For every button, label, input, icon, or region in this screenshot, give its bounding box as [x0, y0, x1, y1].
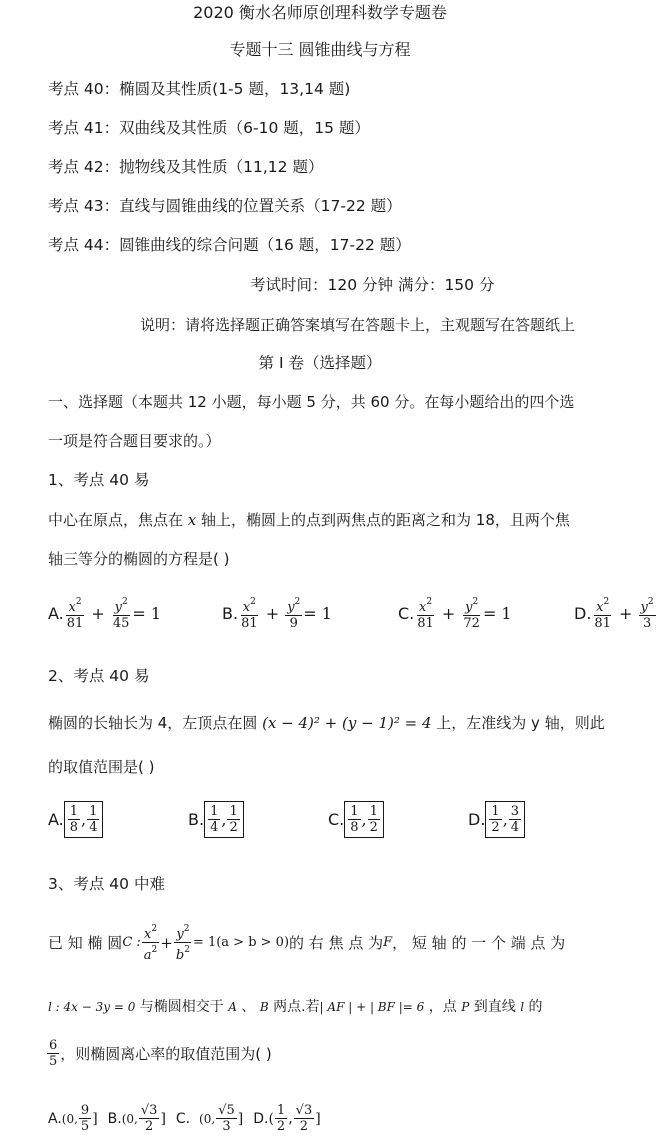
q2-option-c[interactable]: C. $\frac{1}{8}$ , $\frac{1}{2}$ — [328, 801, 384, 838]
topic-title: 专题十三 圆锥曲线与方程 — [229, 40, 411, 59]
q1-stem-line2: 轴三等分的椭圆的方程是( ) — [48, 550, 230, 568]
q3-stem-line2: l : 4x − 3y = 0 与椭圆相交于 A 、 B 两点.若| AF | + | BF |= 6 ，点 P 到直线 l 的 — [48, 999, 543, 1015]
q1-option-a[interactable]: A. $\frac{x^2}{81}$ + $\frac{y^2}{45}$ = 1 — [48, 597, 162, 631]
q3-stem-line3: $\frac{6}{5}$ ，则椭圆离心率的取值范围为( ) — [49, 1038, 272, 1069]
paper-title: 2020 衡水名师原创理科数学专题卷 — [193, 3, 447, 22]
section-title: 第 I 卷（选择题） — [258, 354, 382, 372]
q3-options — [48, 1103, 321, 1137]
q3-stem-line1: 已 知 椭 圆 C : $\frac{x^2}{a^2}$ + $\frac{y^2}{b^2}$ = 1(a > b > 0) 的 右 焦 点 为 F ， 短 轴 的 一 个 端 点 为 — [48, 924, 566, 963]
kaodian-41: 考点 41：双曲线及其性质（6-10 题，15 题） — [48, 119, 370, 137]
q3-option-b[interactable]: B. (0, $\frac{√3}{2}$ ] — [107, 1103, 166, 1134]
q2-option-d[interactable]: D. $\frac{1}{2}$ , $\frac{3}{4}$ — [468, 801, 525, 838]
kaodian-44: 考点 44：圆锥曲线的综合问题（16 题，17-22 题） — [48, 236, 411, 254]
q2-header: 2、考点 40 易 — [48, 667, 150, 685]
q2-option-b[interactable]: B. $\frac{1}{4}$ , $\frac{1}{2}$ — [188, 801, 244, 838]
kaodian-42: 考点 42：抛物线及其性质（11,12 题） — [48, 158, 324, 176]
q2-option-a[interactable]: A. $\frac{1}{8}$ , $\frac{1}{4}$ — [48, 801, 103, 838]
section-description-line1: 一、选择题（本题共 12 小题，每小题 5 分，共 60 分。在每小题给出的四个选 — [48, 393, 575, 411]
exam-info: 考试时间：120 分钟 满分：150 分 — [250, 276, 495, 294]
q1-stem-line1: 中心在原点，焦点在 x 轴上，椭圆上的点到两焦点的距离之和为 18，且两个焦 — [48, 511, 570, 529]
q2-stem-line2: 的取值范围是( ) — [48, 758, 155, 776]
q1-option-d[interactable]: D. $\frac{x^2}{81}$ + $\frac{y^2}{3}$ — [574, 597, 654, 631]
q3-option-c[interactable]: C. (0, $\frac{√5}{3}$ ] — [175, 1103, 244, 1134]
q3-option-d[interactable]: D. ( $\frac{1}{2}$ , $\frac{√3}{2}$ ] — [253, 1103, 321, 1134]
section-description-line2: 一项是符合题目要求的。） — [48, 432, 221, 450]
kaodian-40: 考点 40：椭圆及其性质(1-5 题，13,14 题) — [48, 80, 351, 98]
instruction-note: 说明：请将选择题正确答案填写在答题卡上，主观题写在答题纸上 — [140, 316, 576, 334]
q1-option-c[interactable]: C. $\frac{x^2}{81}$ + $\frac{y^2}{72}$ = 1 — [398, 597, 512, 631]
q3-header: 3、考点 40 中难 — [48, 875, 165, 893]
q1-option-b[interactable]: B. $\frac{x^2}{81}$ + $\frac{y^2}{9}$ = 1 — [222, 597, 332, 631]
q1-header: 1、考点 40 易 — [48, 471, 150, 489]
kaodian-43: 考点 43：直线与圆锥曲线的位置关系（17-22 题） — [48, 197, 402, 215]
q3-option-a[interactable]: A. (0, $\frac{9}{5}$ ] — [48, 1103, 98, 1134]
q2-stem-line1: 椭圆的长轴长为 4，左顶点在圆 (x − 4)² + (y − 1)² = 4 上，左准线为 y 轴，则此 — [48, 714, 605, 732]
